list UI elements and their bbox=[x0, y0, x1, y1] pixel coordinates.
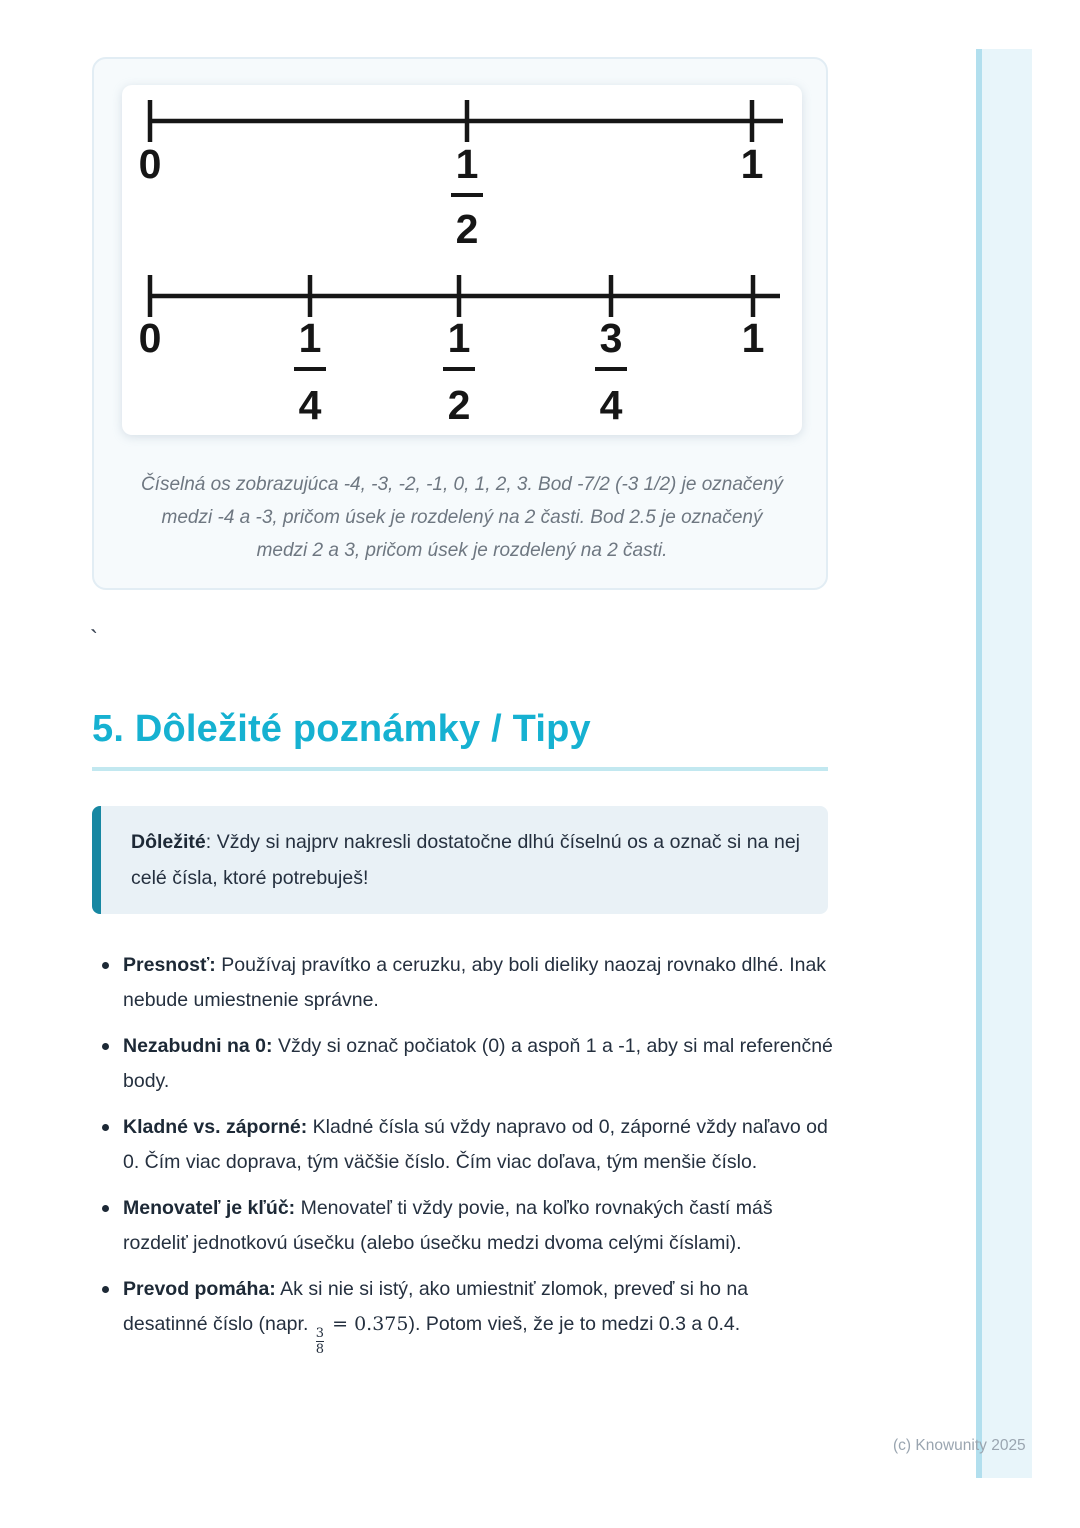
tip-text: Menovateľ ti vždy povie, na koľko rovnakých častí máš rozdeliť jednotkovú úsečku (alebo úsečku medzi dvoma celými číslami). bbox=[123, 1197, 773, 1254]
inline-fraction bbox=[316, 1327, 324, 1357]
number-line-image bbox=[122, 85, 802, 435]
tip-lead: Menovateľ je kľúč: bbox=[123, 1197, 296, 1219]
tip-item-denominator bbox=[92, 1191, 834, 1261]
tick-label-half-numerator: 1 bbox=[455, 141, 479, 187]
tick-label-threequarter-numerator: 3 bbox=[599, 315, 623, 361]
figure-caption: Číselná os zobrazujúca -4, -3, -2, -1, 0, 1, 2, 3. Bod -7/2 (-3 1/2) je označený medzi -4 a -3, pričom úsek je rozdelený na 2 časti. Bod 2.5 je označený medzi 2 a 3, pričom úsek je rozdelený na 2 časti. bbox=[140, 474, 784, 561]
tip-item-precision bbox=[92, 948, 834, 1018]
tip-text: Používaj pravítko a ceruzku, aby boli dieliky naozaj rovnako dlhé. Inak nebude umiestnenie správne. bbox=[123, 954, 827, 1011]
stray-backtick: ` bbox=[90, 626, 98, 653]
right-decorative-stripe bbox=[976, 49, 1032, 1478]
tick-label-quarter-numerator: 1 bbox=[298, 315, 322, 361]
tip-item-positive-negative bbox=[92, 1110, 834, 1180]
math-result: = 0.375 bbox=[332, 1313, 409, 1335]
tick-label-one: 1 bbox=[740, 141, 764, 187]
number-line-quarters bbox=[139, 275, 780, 428]
copyright-footer: (c) Knowunity 2025 bbox=[893, 1437, 1026, 1454]
callout-text: : Vždy si najprv nakresli dostatočne dlhú číselnú os a označ si na nej celé čísla, ktoré potrebuješ! bbox=[131, 831, 800, 889]
tick-label-zero: 0 bbox=[138, 141, 162, 187]
tip-lead: Kladné vs. záporné: bbox=[123, 1116, 308, 1138]
tick-label-zero: 0 bbox=[138, 315, 162, 361]
tick-label-threequarter-denominator: 4 bbox=[599, 382, 623, 428]
tip-lead: Prevod pomáha: bbox=[123, 1278, 276, 1300]
fraction-numerator: 3 bbox=[315, 1325, 325, 1341]
callout-lead: Dôležité bbox=[131, 831, 206, 853]
tip-text: Vždy si označ počiatok (0) a aspoň 1 a -1, aby si mal referenčné body. bbox=[123, 1035, 833, 1092]
tip-text-after-math: ). Potom vieš, že je to medzi 0.3 a 0.4. bbox=[408, 1313, 741, 1335]
section-heading: 5. Dôležité poznámky / Tipy bbox=[92, 708, 828, 771]
tip-lead: Presnosť: bbox=[123, 954, 216, 976]
tip-lead: Nezabudni na 0: bbox=[123, 1035, 273, 1057]
tip-item-zero bbox=[92, 1029, 834, 1099]
tick-label-half-numerator: 1 bbox=[447, 315, 471, 361]
tips-list bbox=[92, 948, 834, 1368]
tick-label-half-denominator: 2 bbox=[447, 382, 471, 428]
fraction-denominator: 8 bbox=[315, 1342, 325, 1358]
number-lines-svg bbox=[122, 85, 802, 435]
number-line-figure-card bbox=[92, 57, 828, 590]
tip-item-conversion bbox=[92, 1272, 834, 1357]
tip-text-before-math: Ak si nie si istý, ako umiestniť zlomok, preveď si ho na desatinné číslo (napr. bbox=[123, 1278, 749, 1335]
tick-label-one: 1 bbox=[741, 315, 765, 361]
tick-label-half-denominator: 2 bbox=[455, 206, 479, 252]
number-line-halves bbox=[139, 100, 783, 252]
tick-label-quarter-denominator: 4 bbox=[298, 382, 322, 428]
important-callout bbox=[92, 806, 828, 914]
tip-text: Kladné čísla sú vždy napravo od 0, záporné vždy naľavo od 0. Čím viac doprava, tým väčšie číslo. Čím viac doľava, tým menšie číslo. bbox=[123, 1116, 828, 1173]
